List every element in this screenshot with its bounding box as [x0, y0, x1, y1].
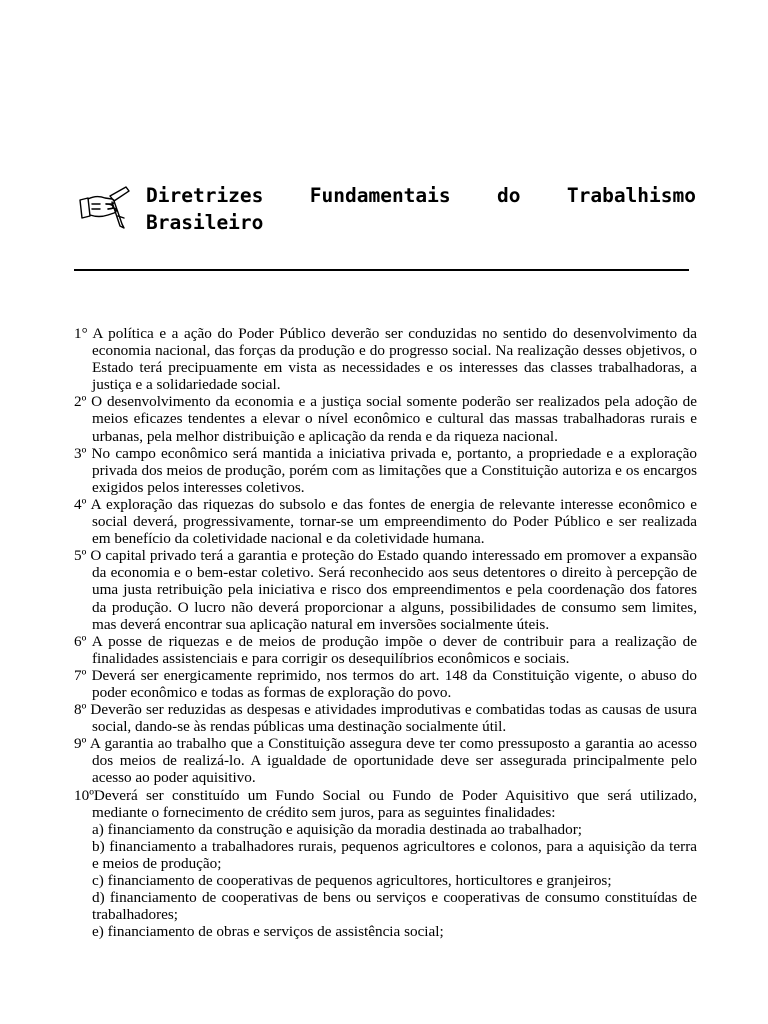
article-9: 9º A garantia ao trabalho que a Constituição assegura deve ter como pressuposto a garantia ao acesso dos meios de realizá-lo. A igualdade de oportunidade deve ser assegurada principalmente pelo acesso ao poder aquisitivo. [74, 735, 697, 787]
title-divider [74, 269, 689, 271]
document-title: Diretrizes Fundamentais do Trabalhismo Brasileiro [146, 184, 696, 234]
subitem-e: e) financiamento de obras e serviços de assistência social; [92, 923, 444, 941]
document-body [74, 325, 697, 940]
article-1: 1° A política e a ação do Poder Público deverão ser conduzidas no sentido do desenvolvimento da economia nacional, das forças da produção e do progresso social. Na realização desses objetivos, o Estado terá precipuamente em vista as necessidades e os interesses das classes trabalhadoras, a justiça e a solidariedade social. [74, 325, 697, 394]
subitem-a: a) financiamento da construção e aquisição da moradia destinada ao trabalhador; [92, 820, 583, 838]
article-3: 3º No campo econômico será mantida a iniciativa privada e, portanto, a propriedade e a exploração privada dos meios de produção, porém com as limitações que a Constituição autoriza e os encargos exigidos pelos interesses coletivos. [74, 444, 697, 496]
document-header [78, 182, 698, 242]
article-7: 7º Deverá ser energicamente reprimido, nos termos do art. 148 da Constituição vigente, o abuso do poder econômico e todas as formas de exploração do povo. [74, 666, 697, 701]
article-8: 8º Deverão ser reduzidas as despesas e atividades improdutivas e combatidas todas as causas de usura social, dando-se às rendas públicas uma destinação socialmente útil. [74, 701, 697, 736]
subitem-b: b) financiamento a trabalhadores rurais, pequenos agricultores e colonos, para a aquisição da terra e meios de produção; [92, 837, 697, 872]
article-2: 2º O desenvolvimento da economia e a justiça social somente poderão ser realizados pela adoção de meios eficazes tendentes a elevar o nível econômico e cultural das massas trabalhadoras rurais e urbanas, pela melhor distribuição e aplicação da renda e da riqueza nacional. [74, 393, 697, 445]
article-10: 10ºDeverá ser constituído um Fundo Social ou Fundo de Poder Aquisitivo que será utilizado, mediante o fornecimento de crédito sem juros, para as seguintes finalidades: [74, 786, 697, 821]
subitem-d: d) financiamento de cooperativas de bens ou serviços e cooperativas de consumo constituídas de trabalhadores; [92, 889, 697, 924]
subitem-c: c) financiamento de cooperativas de pequenos agricultores, horticultores e granjeiros; [92, 872, 612, 889]
article-5: 5º O capital privado terá a garantia e proteção do Estado quando interessado em promover a expansão da economia e o bem-estar coletivo. Será reconhecido aos seus detentores o direito à percepção de uma justa retribuição pela iniciativa e risco dos empreendimentos e pela coordenação dos fatores da produção. O lucro não deverá proporcionar a alguns, possibilidades de consumo sem limites, mas deverá encontrar sua aplicação natural em inversões socialmente úteis. [74, 547, 697, 633]
article-6: 6º A posse de riquezas e de meios de produção impõe o dever de contribuir para a realização de finalidades assistenciais e para corrigir os desequilíbrios econômicos e sociais. [74, 632, 697, 667]
article-4: 4º A exploração das riquezas do subsolo e das fontes de energia de relevante interesse econômico e social deverá, progressivamente, tornar-se um empreendimento do Poder Público e ser realizada em benefício da coletividade nacional e da coletividade humana. [74, 495, 697, 548]
writing-hand-icon [78, 186, 132, 230]
